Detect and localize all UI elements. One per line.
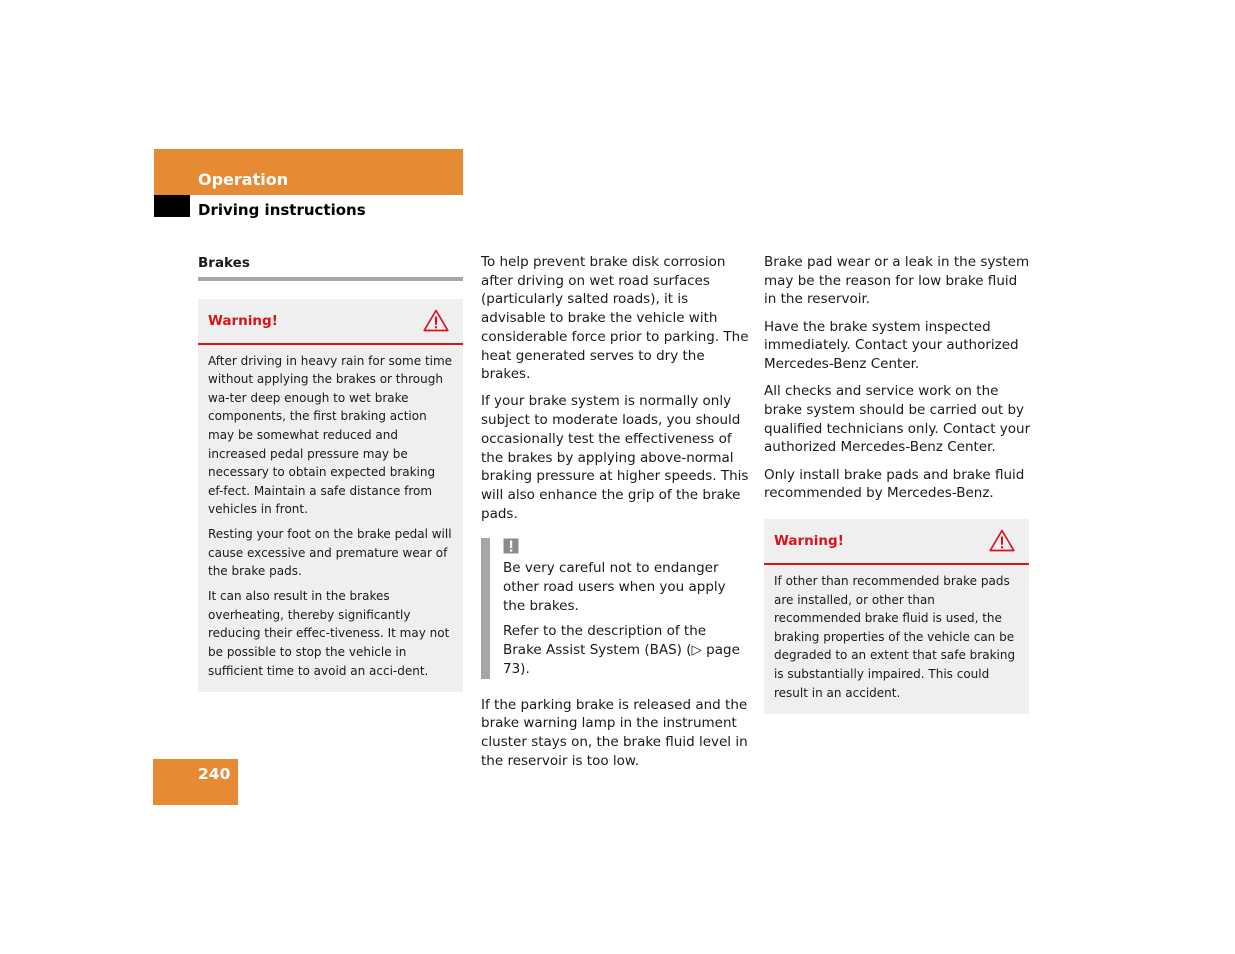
warning-box-brake-fluid <box>764 519 1029 714</box>
body-paragraph: To help prevent brake disk corrosion after driving on wet road surfaces (particularly salted roads), it is advisable to brake the vehicle with considerable force prior to parking. The heat generated serves to dry the brakes. <box>481 254 749 383</box>
warning-body <box>198 345 463 693</box>
section-marker <box>154 195 190 217</box>
body-paragraph: All checks and service work on the brake system should be carried out by qualified technicians only. Contact your authorized Mercedes-Benz Center. <box>764 383 1031 456</box>
warning-label: Warning! <box>208 312 278 329</box>
warning-header <box>198 299 463 345</box>
warning-body <box>764 565 1029 714</box>
warning-paragraph: It can also result in the brakes overheating, thereby significantly reducing their effec-tiveness. It may not be possible to stop the vehicle in sufficient time to avoid an acci-dent. <box>208 589 450 678</box>
note-bar <box>481 538 490 678</box>
warning-paragraph: After driving in heavy rain for some time without applying the brakes or through wa-ter deep enough to wet brake components, the first braking action may be somewhat reduced and increased pedal pressure may be necessary to obtain expected braking ef-fect. Maintain a safe distance from vehicles in front. <box>208 353 453 517</box>
note-paragraph: Refer to the description of the Brake Assist System (BAS) (▷ page 73). <box>503 623 740 677</box>
note-box <box>481 538 749 678</box>
warning-triangle-icon <box>423 309 449 332</box>
body-paragraph: Only install brake pads and brake fluid recommended by Mercedes-Benz. <box>764 466 1025 502</box>
warning-paragraph: Resting your foot on the brake pedal will cause excessive and premature wear of the brake pads. <box>208 527 452 579</box>
note-paragraph: Be very careful not to endanger other road users when you apply the brakes. <box>503 560 726 614</box>
warning-label: Warning! <box>774 532 844 549</box>
column-left <box>198 254 463 692</box>
column-right <box>764 253 1032 714</box>
body-paragraph: If the parking brake is released and the brake warning lamp in the instrument cluster stays on, the brake fluid level in the reservoir is too low. <box>481 696 748 769</box>
body-paragraph: Have the brake system inspected immediately. Contact your authorized Mercedes-Benz Center. <box>764 318 1019 373</box>
warning-triangle-icon <box>989 529 1015 552</box>
section-title: Operation <box>198 170 289 189</box>
exclamation-icon <box>503 538 519 554</box>
column-middle <box>481 253 749 779</box>
warning-header <box>764 519 1029 565</box>
subsection-title: Driving instructions <box>198 201 366 219</box>
body-paragraph: If your brake system is normally only subject to moderate loads, you should occasionally test the effectiveness of the brakes by applying above-normal braking pressure at higher speeds. This will also enhance the grip of the brake pads. <box>481 393 749 522</box>
section-heading: Brakes <box>198 254 463 281</box>
page-number: 240 <box>198 765 231 783</box>
warning-box-brakes <box>198 299 463 693</box>
warning-paragraph: If other than recommended brake pads are installed, or other than recommended brake fluid is used, the braking properties of the vehicle can be degraded to an extent that safe braking is substantially impaired. This could result in an accident. <box>774 573 1016 700</box>
body-paragraph: Brake pad wear or a leak in the system may be the reason for low brake fluid in the reservoir. <box>764 254 1030 308</box>
